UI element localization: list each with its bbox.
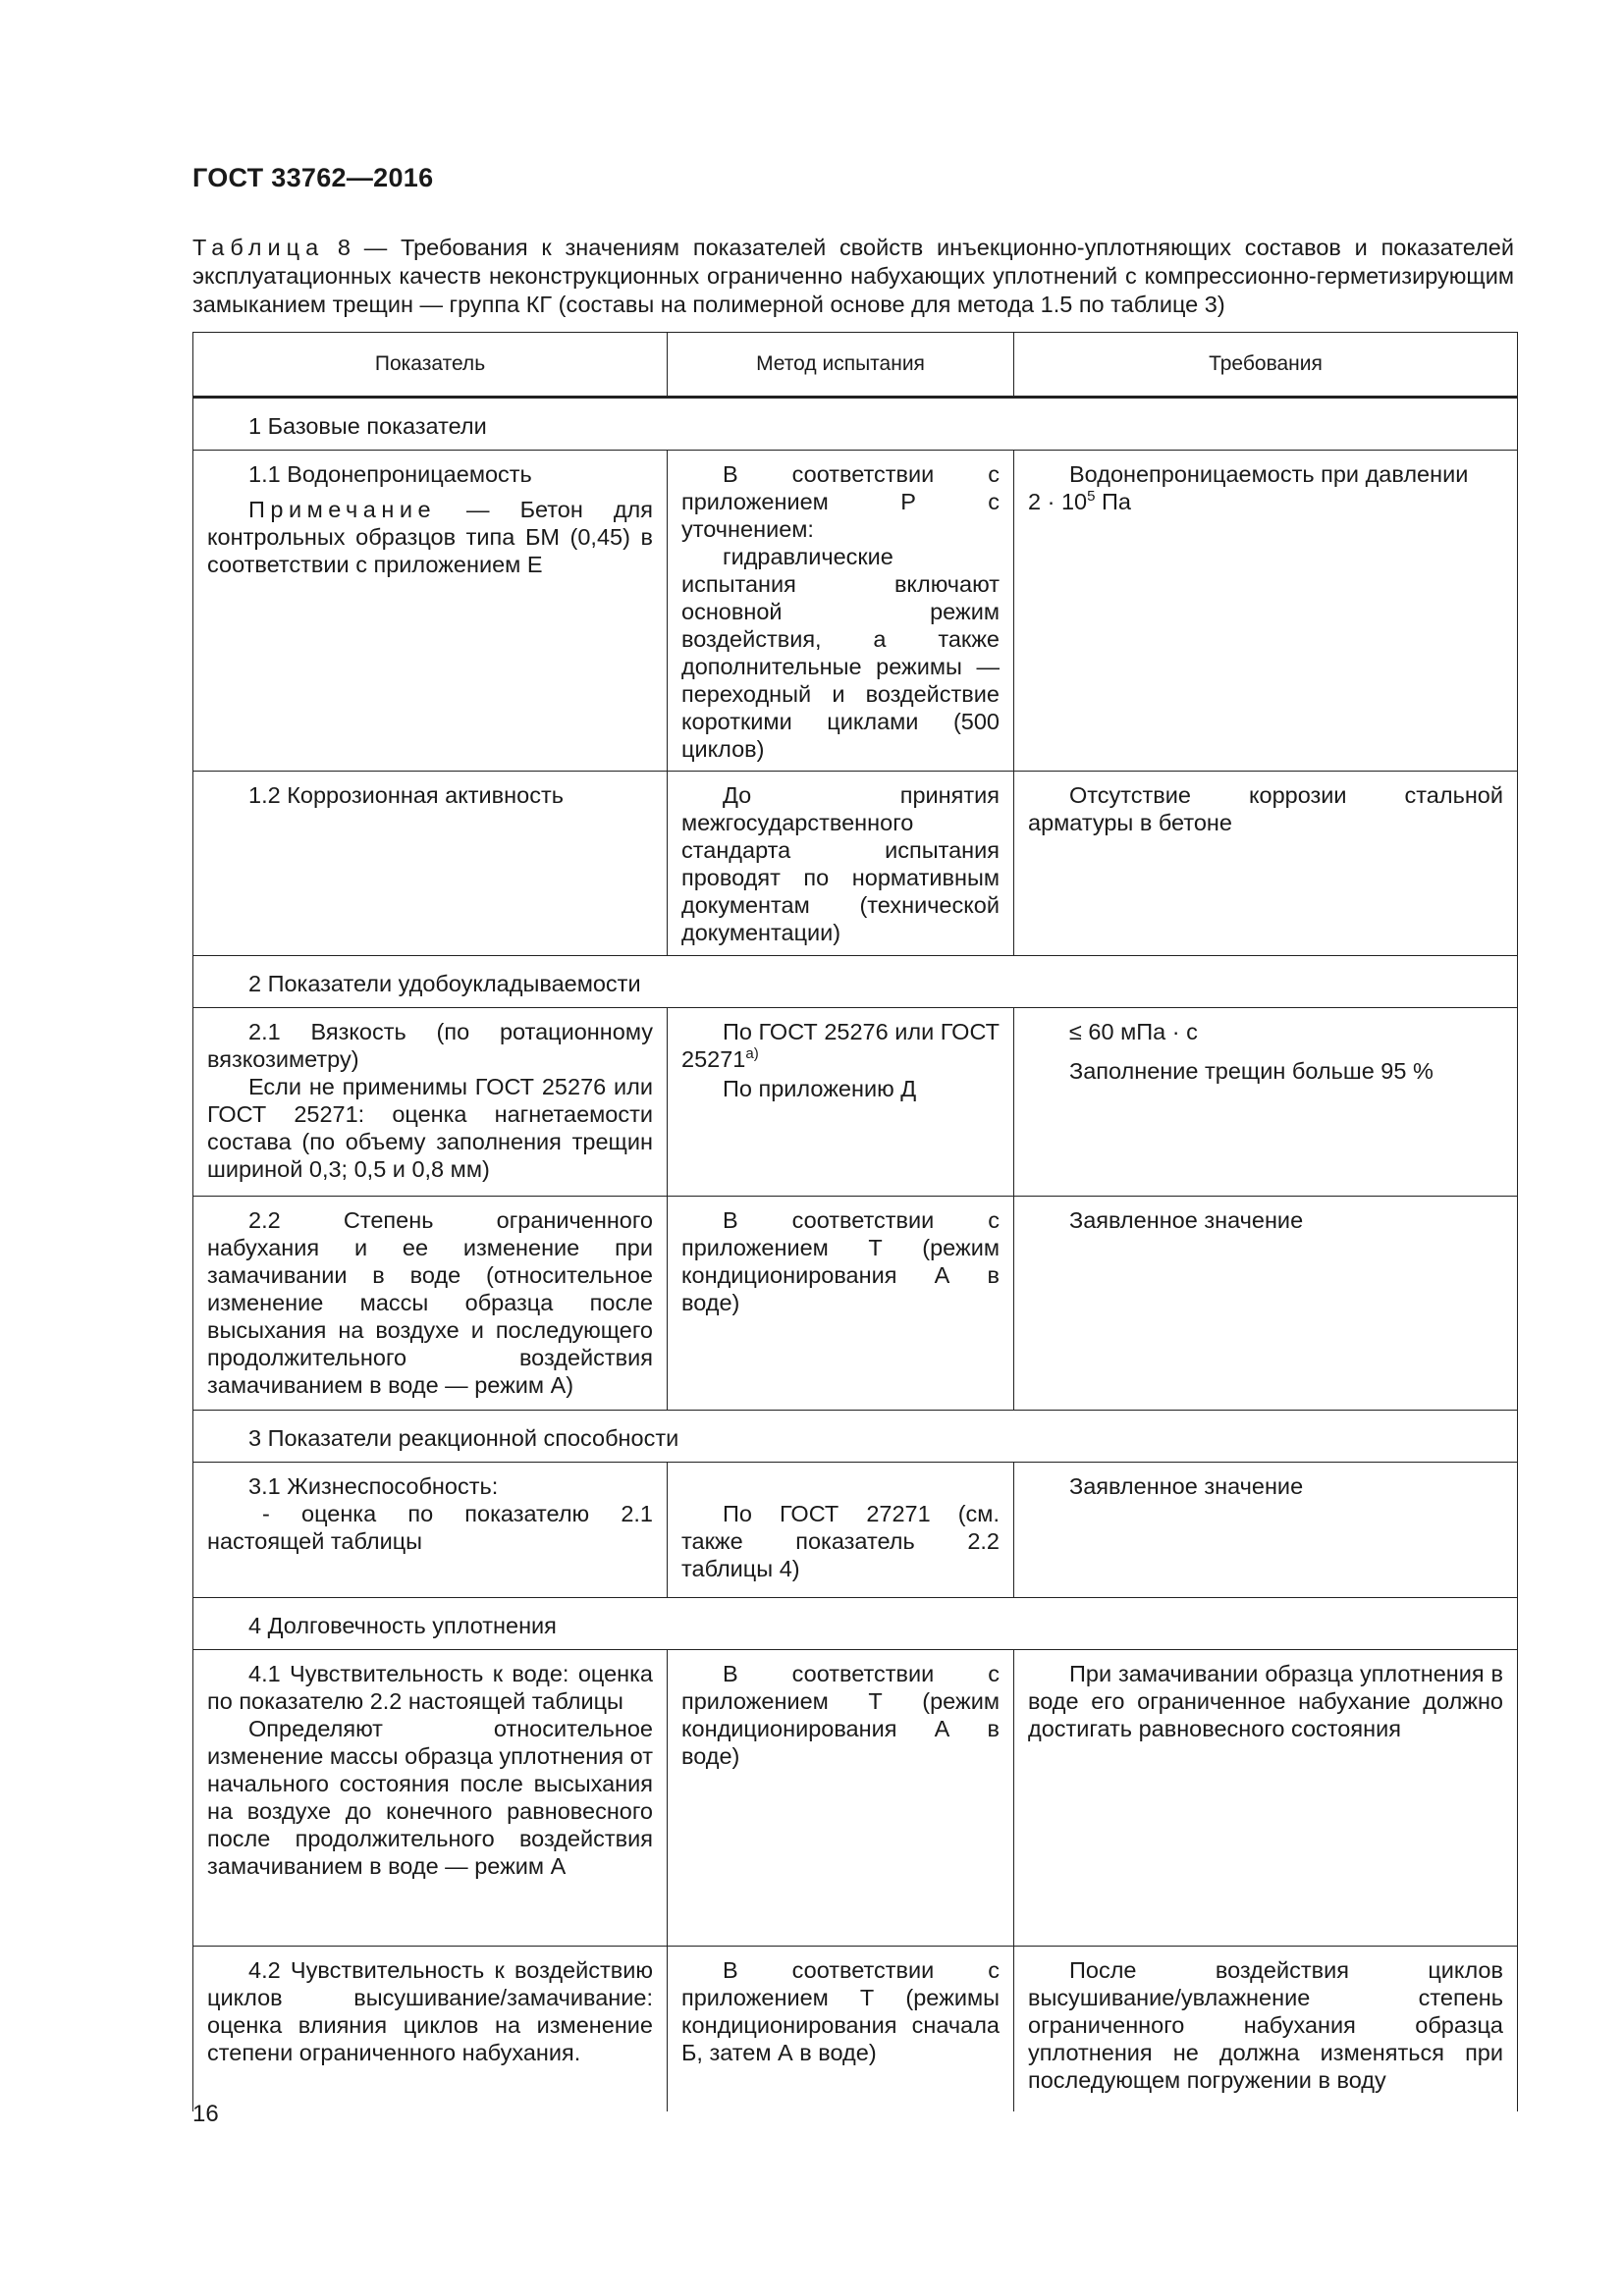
requirements-table <box>192 332 1518 2111</box>
requirement-cell <box>1014 1463 1518 1598</box>
indicator-cell <box>193 1650 668 1947</box>
indicator-text-2: Определяют относительное изменение массы образца уплотнения от начального состояния после высыхания на воздухе до конечного равновесного после продолжительного воздействия замачиванием в воде — режим А <box>207 1716 653 1879</box>
header-requirements: Требования <box>1014 333 1518 398</box>
requirement-cell <box>1014 1008 1518 1197</box>
method-text: В соответствии с приложением Т (режим кондиционирования А в воде) <box>681 1661 1000 1769</box>
document-id: ГОСТ 33762—2016 <box>192 163 434 192</box>
indicator-cell <box>193 772 668 956</box>
method-cell <box>668 1197 1014 1411</box>
indicator-text: 2.2 Степень ограниченного набухания и ее изменение при замачивании в воде (относительное изменение массы образца после высыхания на воздухе и последующего продолжительного воздействия замачиванием в воде — режим А) <box>207 1207 653 1398</box>
table-row <box>193 1463 1518 1598</box>
method-text-2: По приложению Д <box>723 1076 917 1101</box>
header-test-method: Метод испытания <box>668 333 1014 398</box>
table-row <box>193 1197 1518 1411</box>
section-row <box>193 1598 1518 1650</box>
method-cell <box>668 1008 1014 1197</box>
requirement-text: Заявленное значение <box>1069 1473 1304 1499</box>
indicator-cell <box>193 1463 668 1598</box>
section-row <box>193 1411 1518 1463</box>
indicator-cell <box>193 1197 668 1411</box>
method-cell <box>668 1947 1014 2111</box>
pressure-unit: Па <box>1095 489 1131 514</box>
note-label: Примечание <box>248 497 437 522</box>
method-cell <box>668 1650 1014 1947</box>
method-text: До принятия межгосударственного стандарта испытания проводят по нормативным документам (технической документации) <box>681 782 1000 945</box>
requirement-text: После воздействия циклов высушивание/увлажнение степень ограниченного набухания образца уплотнения не должна изменяться при последующем погружении в воду <box>1028 1957 1503 2093</box>
indicator-text-2: - оценка по показателю 2.1 настоящей таблицы <box>207 1501 653 1554</box>
section-3-title: 3 Показатели реакционной способности <box>193 1411 1518 1463</box>
requirement-cell <box>1014 772 1518 956</box>
indicator-cell <box>193 1008 668 1197</box>
method-cell <box>668 772 1014 956</box>
caption-text: 8 — Требования к значениям показателей свойств инъекционно-уплотняющих составов и показателей эксплуатационных качеств неконструкционных ограниченно набухающих уплотнений с компрессионно-герметизирующим замыканием трещин — группа КГ (составы на полимерной основе для метода 1.5 по таблице 3) <box>192 235 1514 317</box>
caption-label: Таблица <box>192 235 325 260</box>
indicator-text: 1.1 Водонепроницаемость <box>248 461 532 487</box>
pressure-exponent: 5 <box>1087 488 1096 506</box>
requirement-text: Заявленное значение <box>1069 1207 1304 1233</box>
section-row <box>193 398 1518 451</box>
page-number: 16 <box>192 2101 219 2127</box>
requirement-text: Водонепроницаемость при давлении <box>1069 461 1469 487</box>
requirement-cell <box>1014 1947 1518 2111</box>
section-2-title: 2 Показатели удобоукладываемости <box>193 956 1518 1008</box>
method-text <box>681 1018 1000 1073</box>
table-header-row <box>193 333 1518 398</box>
requirement-cell <box>1014 1650 1518 1947</box>
note-text: — Бетон для контрольных образцов типа БМ (0,45) в соответствии с приложением Е <box>207 497 653 577</box>
indicator-cell <box>193 1947 668 2111</box>
method-cell <box>668 451 1014 772</box>
table-row <box>193 772 1518 956</box>
method-text: В соответствии с приложением Т (режим кондиционирования А в воде) <box>681 1207 1000 1315</box>
requirement-text-2: Заполнение трещин больше 95 % <box>1069 1058 1434 1084</box>
table-row <box>193 1650 1518 1947</box>
table-row <box>193 1947 1518 2111</box>
section-4-title: 4 Долговечность уплотнения <box>193 1598 1518 1650</box>
indicator-cell <box>193 451 668 772</box>
table-row <box>193 1008 1518 1197</box>
indicator-text: 4.2 Чувствительность к воздействию циклов высушивание/замачивание: оценка влияния циклов на изменение степени ограниченного набухания. <box>207 1957 653 2065</box>
method-text: В соответствии с приложением Р с уточнением: <box>681 461 1000 542</box>
indicator-text: 3.1 Жизнеспособность: <box>248 1473 499 1499</box>
method-text-2: гидравлические испытания включают основной режим воздействия, а также дополнительные режимы — переходный и воздействие короткими циклами (500 циклов) <box>681 544 1000 762</box>
requirement-text: При замачивании образца уплотнения в воде его ограниченное набухание должно достигать равновесного состояния <box>1028 1661 1503 1741</box>
table-row <box>193 451 1518 772</box>
requirement-text: ≤ 60 мПа · с <box>1069 1019 1198 1044</box>
indicator-text-2: Если не применимы ГОСТ 25276 или ГОСТ 25271: оценка нагнетаемости состава (по объему заполнения трещин шириной 0,3; 0,5 и 0,8 мм) <box>207 1074 653 1182</box>
table-caption <box>192 234 1514 319</box>
method-text: По ГОСТ 27271 (см. также показатель 2.2 таблицы 4) <box>681 1501 1000 1581</box>
method-gost: По ГОСТ 25276 или ГОСТ 25271 <box>681 1019 1000 1072</box>
section-1-title: 1 Базовые показатели <box>193 398 1518 451</box>
requirement-text: Отсутствие коррозии стальной арматуры в бетоне <box>1028 782 1503 835</box>
indicator-text: 1.2 Коррозионная активность <box>248 782 564 808</box>
method-text: В соответствии с приложением Т (режимы кондиционирования сначала Б, затем А в воде) <box>681 1957 1000 2065</box>
requirement-cell <box>1014 451 1518 772</box>
requirement-cell <box>1014 1197 1518 1411</box>
method-cell <box>668 1463 1014 1598</box>
pressure-base: 2 · 10 <box>1028 489 1088 514</box>
requirement-pressure <box>1028 488 1503 515</box>
indicator-text: 2.1 Вязкость (по ротационному вязкозиметру) <box>207 1019 653 1072</box>
indicator-text: 4.1 Чувствительность к воде: оценка по показателю 2.2 настоящей таблицы <box>207 1661 653 1714</box>
header-indicator: Показатель <box>193 333 668 398</box>
section-row <box>193 956 1518 1008</box>
note <box>207 496 653 578</box>
footnote-mark: а) <box>745 1045 759 1063</box>
